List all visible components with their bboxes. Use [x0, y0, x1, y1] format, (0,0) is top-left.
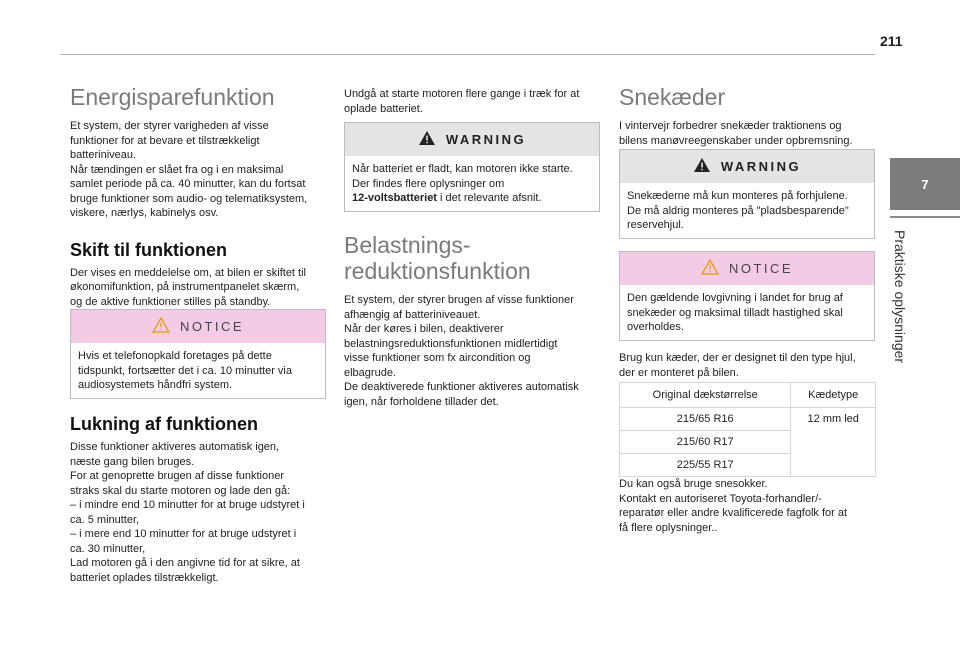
top-divider	[60, 54, 875, 55]
energy-paragraph: Et system, der styrer varigheden af visse funktioner for at bevare et tilstrækkeligt batteriniveau. Når tændingen er slået fra og i en maksimal samlet periode på ca. 40 minutter, kan du fortsat bruge funktioner som audio- og telematiksystem, viskere, nærlys, kabinelys osv.	[70, 120, 308, 219]
close-paragraph: Disse funktioner aktiveres automatisk igen, næste gang bilen bruges. For at genoprette brugen af disse funktioner straks skal du starte motoren og lade den gå: – i mindre end 10 minutter for at bruge udstyret i ca. 5 minutter, – i mere end 10 minutter for at bruge udstyret i ca. 30 minutter, Lad motoren gå i den angivne tid for at sikre, at batteriet oplades tilstrækkeligt.	[70, 441, 305, 584]
chains-type-paragraph: Brug kun kæder, der er designet til den type hjul, der er monteret på bilen.	[619, 352, 856, 379]
tire-size-cell: 215/65 R16	[620, 408, 791, 431]
warning-line-1: Når batteriet er fladt, kan motoren ikke starte.	[352, 163, 573, 175]
column-1	[70, 84, 328, 309]
chain-type-cell: 12 mm led	[791, 408, 876, 477]
table-header-chain: Kædetype	[791, 383, 876, 408]
column-3-lower	[619, 477, 877, 535]
caution-triangle-icon	[701, 259, 719, 278]
notice-box-law	[619, 251, 875, 341]
chain-size-table	[619, 382, 876, 477]
switch-paragraph: Der vises en meddelelse om, at bilen er skiftet til økonomifunktion, på instrumentpanelet skærm, og de aktive funktioner stilles på standby.	[70, 266, 306, 308]
notice-header-law	[620, 252, 874, 285]
warning-triangle-icon	[418, 130, 436, 149]
subsection-title-close: Lukning af funktionen	[70, 414, 258, 434]
warning-header-chains	[620, 150, 874, 183]
chapter-number: 7	[921, 176, 929, 192]
section-title-chains: Snekæder	[619, 84, 726, 110]
warning-triangle-icon	[693, 157, 711, 176]
section-title-load-2: reduktionsfunktion	[344, 258, 531, 284]
warning-box-battery	[344, 122, 600, 212]
page-number: 211	[880, 33, 903, 49]
warning-title: WARNING	[445, 132, 527, 147]
warning-title-chains: WARNING	[720, 159, 802, 174]
chapter-tab[interactable]	[890, 158, 960, 210]
warning-line-2: Der findes flere oplysninger om	[352, 177, 505, 190]
avoid-start-paragraph: Undgå at starte motoren flere gange i træk for at oplade batteriet.	[344, 88, 580, 115]
chapter-tab-underline	[890, 216, 960, 218]
load-paragraph: Et system, der styrer brugen af visse funktioner afhængig af batteriniveauet. Når der køres i bilen, deaktiverer belastningsreduktionsfunktionen midlertidigt visse funktioner som fx aircondition og elbagrude. De deaktiverede funktioner aktiveres automatisk igen, når forholdene tillader det.	[344, 294, 579, 408]
notice-box-phone	[70, 309, 326, 399]
notice-header	[71, 310, 325, 343]
column-2-lower	[344, 232, 602, 409]
warning-text-chains: Snekæderne må kun monteres på forhjulene. De må aldrig monteres på "pladsbesparende" reservehjul.	[627, 190, 849, 231]
chains-paragraph: I vintervejr forbedrer snekæder traktionens og bilens manøvreegenskaber under opbremsning.	[619, 120, 853, 147]
tire-size-cell: 215/60 R17	[620, 431, 791, 454]
notice-title: NOTICE	[179, 319, 245, 334]
column-3	[619, 84, 877, 148]
warning-tail: i det relevante afsnit.	[436, 192, 542, 204]
warning-line-3	[352, 191, 592, 206]
warning-header	[345, 123, 599, 156]
subsection-title-switch: Skift til funktionen	[70, 239, 227, 260]
chapter-title: Praktiske oplysninger	[892, 230, 908, 364]
warning-text	[345, 156, 599, 206]
battery-reference: 12-voltsbatteriet	[352, 192, 437, 204]
warning-box-chains	[619, 149, 875, 239]
notice-title-law: NOTICE	[728, 261, 794, 276]
tire-size-cell: 225/55 R17	[620, 454, 791, 477]
notice-text: Hvis et telefonopkald foretages på dette tidspunkt, fortsætter det i ca. 10 minutter via audiosystemets håndfri system.	[78, 350, 292, 391]
table-header-tire: Original dækstørrelse	[620, 383, 791, 408]
notice-text-law: Den gældende lovgivning i landet for brug af snekæder og maksimal tilladt hastighed skal overholdes.	[627, 292, 843, 333]
snow-socks-paragraph: Du kan også bruge snesokker. Kontakt en autoriseret Toyota-forhandler/- reparatør eller andre kvalificerede fagfolk for at få flere oplysninger..	[619, 478, 848, 534]
table-header-row	[620, 383, 876, 408]
section-title-load-1: Belastnings-	[344, 232, 471, 258]
column-1-lower	[70, 413, 328, 585]
column-3-mid	[619, 351, 877, 380]
caution-triangle-icon	[152, 317, 170, 336]
table-row	[620, 408, 876, 431]
section-title-energy: Energisparefunktion	[70, 84, 275, 110]
column-2	[344, 87, 602, 116]
chapter-title-vertical	[880, 230, 920, 380]
